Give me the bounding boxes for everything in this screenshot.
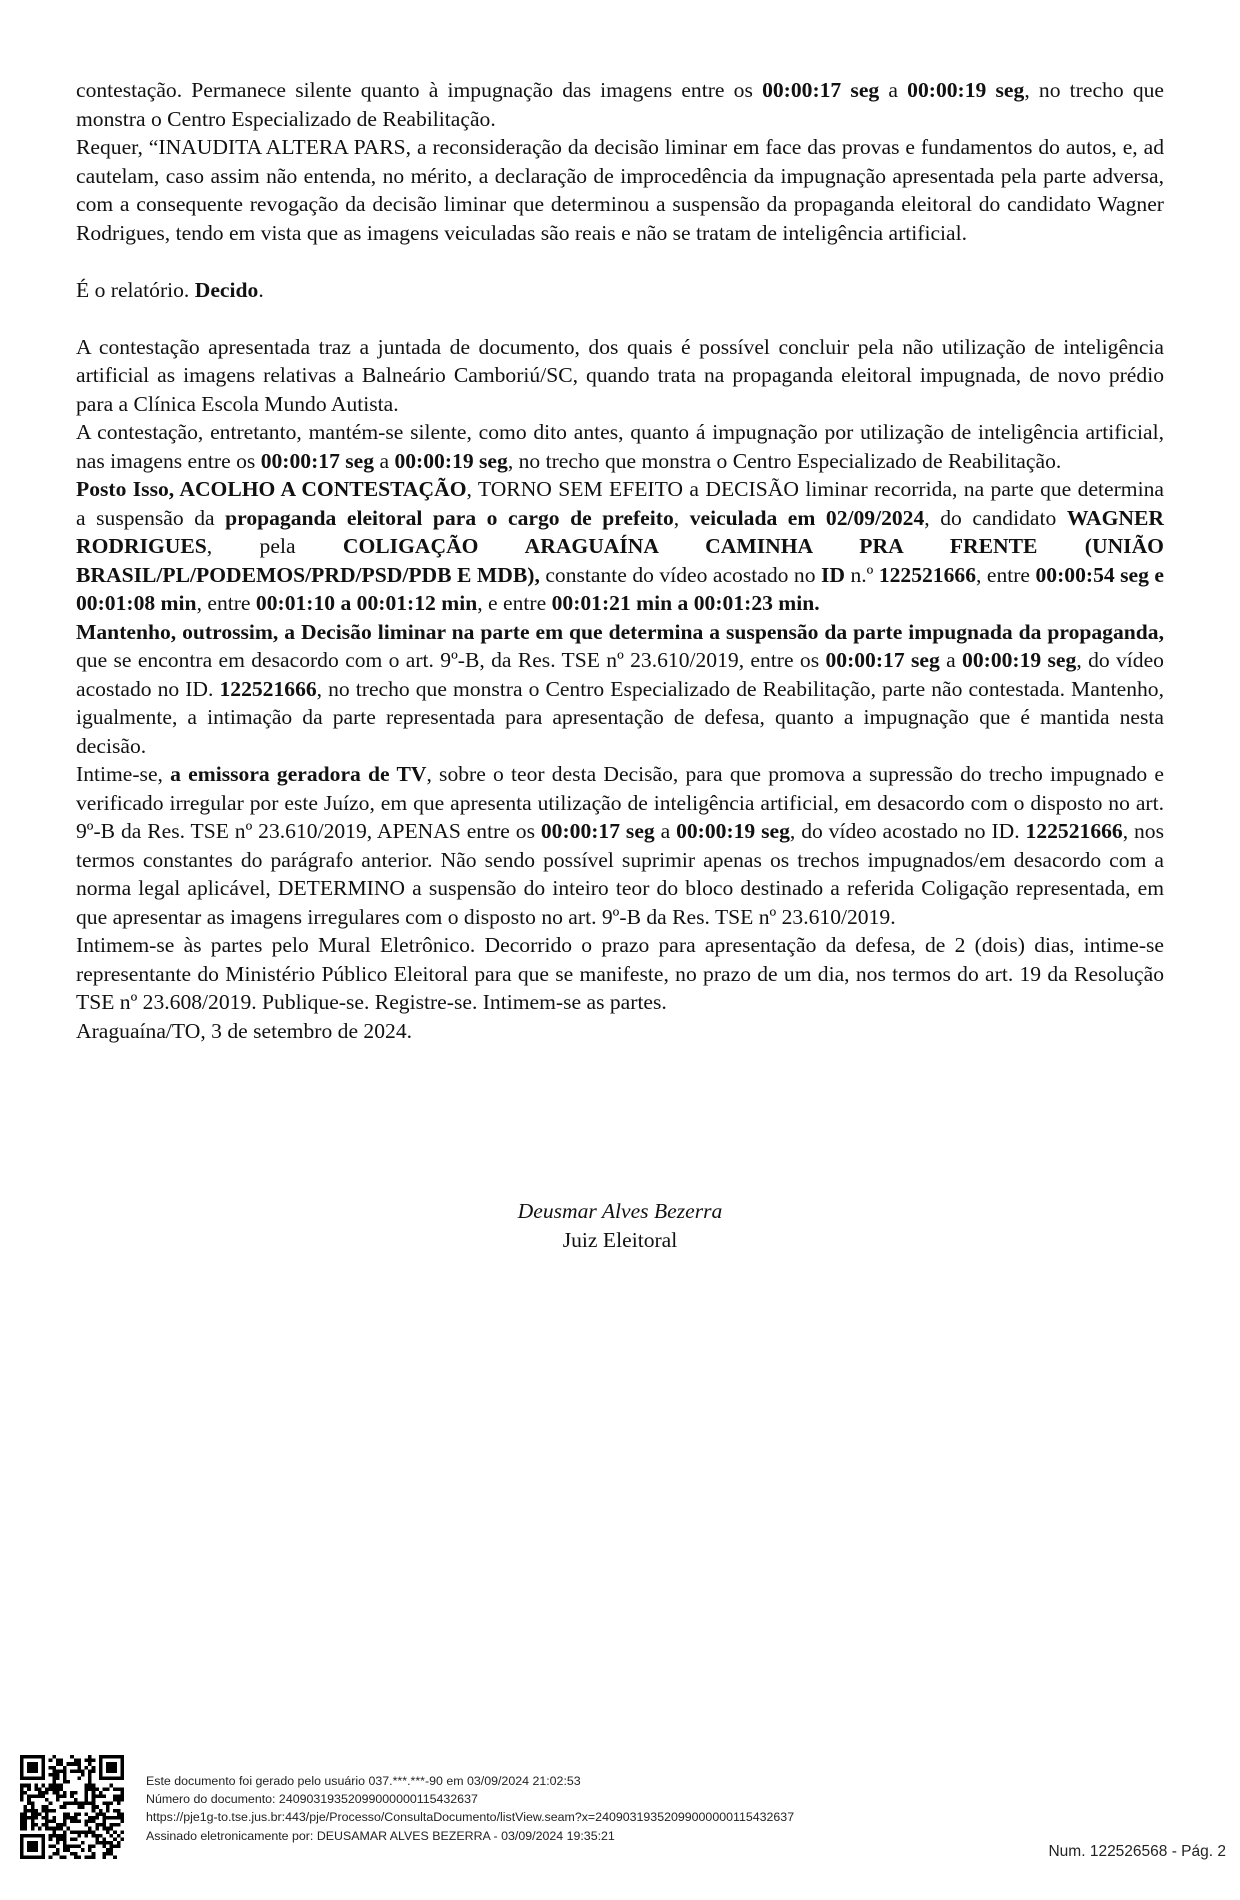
text-run: , entre <box>196 591 256 615</box>
text-run: , no trecho que monstra o Centro Especializado de Reabilitação. <box>507 448 1062 473</box>
text-run: Requer, “INAUDITA ALTERA PARS, a reconsideração da decisão liminar em face das provas e fundamentos do autos, e, ad cautelam, caso assim não entenda, no mérito, a declaração de improcedência da impugnação apresentada pela parte adversa, com a consequente revogação da decisão liminar que determinou a suspensão da propaganda eleitoral do candidato Wagner Rodrigues, tendo em vista que as imagens veiculadas são reais e não se tratam de inteligência artificial. <box>76 135 1164 245</box>
text-run: A contestação, entretanto, mantém-se silente, como dito antes, quanto á impugnação por utilização de inteligência artificial, nas imagens entre os <box>76 420 1164 473</box>
bold-text: 00:01:21 min a 00:01:23 min. <box>551 591 820 615</box>
text-run: , TORNO SEM EFEITO a DECISÃO liminar recorrida, na parte que determina a suspensão da <box>76 477 1164 530</box>
judge-name: Deusmar Alves Bezerra <box>517 1199 723 1223</box>
bold-text: COLIGAÇÃO ARAGUAÍNA CAMINHA PRA FRENTE (UNIÃO BRASIL/PL/PODEMOS/PRD/PSD/PDB E MDB), <box>76 534 1164 587</box>
bold-text: veiculada em 02/09/2024 <box>689 505 925 530</box>
bold-text: 00:00:54 seg e 00:01:08 min <box>76 562 1164 615</box>
paragraph <box>76 475 1164 618</box>
bold-text: 00:00:17 seg <box>260 448 375 473</box>
paragraph <box>76 618 1164 761</box>
text-run: a <box>374 448 395 473</box>
text-run: n.º <box>844 562 879 587</box>
text-run: , do vídeo acostado no ID. <box>76 648 1164 701</box>
text-run: A contestação apresentada traz a juntada de documento, dos quais é possível concluir pela não utilização de inteligência artificial as imagens relativas a Balneário Camboriú/SC, quando trata na propaganda eleitoral impugnada, de novo prédio para a Clínica Escola Mundo Autista. <box>76 334 1164 416</box>
text-run: , <box>673 505 690 530</box>
bold-text: 122521666 <box>878 562 976 587</box>
paragraph <box>76 760 1164 931</box>
text-run: , do vídeo acostado no ID. <box>789 819 1026 843</box>
footer-document-number: Número do documento: 24090319352099000000115432637 <box>146 1792 478 1807</box>
paragraph <box>76 931 1164 1017</box>
text-run: , pela <box>206 534 343 558</box>
text-run: É o relatório. <box>76 277 195 302</box>
text-run: Intime-se, <box>76 762 171 786</box>
bold-text: 00:00:17 seg <box>825 648 940 672</box>
bold-text: 00:00:17 seg <box>762 78 880 102</box>
judge-role: Juiz Eleitoral <box>562 1228 678 1252</box>
paragraph <box>76 276 1164 305</box>
text-run: a <box>879 78 908 102</box>
paragraph <box>76 1017 1164 1046</box>
footer-url: https://pje1g-to.tse.jus.br:443/pje/Processo/ConsultaDocumento/listView.seam?x=24090319352099000000115432637 <box>146 1810 795 1825</box>
footer-signed-by: Assinado eletronicamente por: DEUSAMAR ALVES BEZERRA - 03/09/2024 19:35:21 <box>146 1828 615 1843</box>
footer-generated-by: Este documento foi gerado pelo usuário 037.***.***-90 em 03/09/2024 21:02:53 <box>146 1774 581 1788</box>
text-run: que se encontra em desacordo com o art. 9º-B, da Res. TSE nº 23.610/2019, entre os <box>76 648 826 672</box>
text-run: Araguaína/TO, 3 de setembro de 2024. <box>76 1018 413 1043</box>
text-run: . <box>258 277 264 302</box>
bold-text: WAGNER RODRIGUES <box>76 505 1164 558</box>
bold-text: a emissora geradora de TV <box>170 762 427 786</box>
text-run: , nos termos constantes do parágrafo anterior. Não sendo possível suprimir apenas os trechos impugnados/em desacordo com a norma legal aplicável, DETERMINO a suspensão do inteiro teor do bloco destinado a referida Coligação representada, em que apresentar as imagens irregulares com o disposto no art. 9º-B da Res. TSE nº 23.610/2019. <box>76 819 1164 929</box>
bold-text: 00:00:19 seg <box>394 448 508 473</box>
bold-text: Decido <box>194 277 259 302</box>
bold-text: Posto Isso, ACOLHO A CONTESTAÇÃO <box>76 477 467 501</box>
text-run: , no trecho que monstra o Centro Especializado de Reabilitação, parte não contestada. Mantenho, igualmente, a intimação da parte representada para apresentação de defesa, quanto a impugnação que é mantida nesta decisão. <box>76 676 1164 758</box>
paragraph <box>76 76 1164 133</box>
text-run: Intimem-se às partes pelo Mural Eletrônico. Decorrido o prazo para apresentação da defesa, de 2 (dois) dias, intime-se representante do Ministério Público Eleitoral para que se manifeste, no prazo de um dia, nos termos do art. 19 da Resolução TSE nº 23.608/2019. Publique-se. Registre-se. Intimem-se as partes. <box>76 933 1164 1014</box>
bold-text: 00:01:10 a 00:01:12 min <box>255 591 478 615</box>
bold-text: 122521666 <box>1025 819 1123 843</box>
paragraph <box>76 333 1164 419</box>
bold-text: Mantenho, outrossim, a Decisão liminar na parte em que determina a suspensão da parte impugnada da propaganda, <box>76 619 1164 644</box>
paragraph <box>76 418 1164 475</box>
text-run: , no trecho que monstra o Centro Especializado de Reabilitação. <box>76 78 1164 131</box>
bold-text: ID <box>820 562 845 587</box>
qr-code-icon <box>20 1755 124 1859</box>
text-run: , sobre o teor desta Decisão, para que promova a supressão do trecho impugnado e verificado irregular por este Juízo, em que apresenta utilização de inteligência artificial, em desacordo com o disposto no art. 9º-B da Res. TSE nº 23.610/2019, APENAS entre os <box>76 762 1164 843</box>
decision-body <box>76 76 1164 1045</box>
bold-text: 00:00:19 seg <box>962 648 1077 672</box>
text-run: a <box>654 819 677 843</box>
bold-text: 122521666 <box>219 676 317 701</box>
bold-text: 00:00:17 seg <box>540 819 655 843</box>
signature-block <box>0 1197 1240 1255</box>
bold-text: 00:00:19 seg <box>907 78 1025 102</box>
text-run: contestação. Permanece silente quanto à impugnação das imagens entre os <box>76 78 763 102</box>
electronic-signature-footer <box>146 1772 1046 1845</box>
text-run: , e entre <box>477 591 552 615</box>
page-number: Num. 122526568 - Pág. 2 <box>1048 1843 1226 1860</box>
bold-text: propaganda eleitoral para o cargo de prefeito <box>225 505 674 530</box>
bold-text: 00:00:19 seg <box>676 819 790 843</box>
text-run: , do candidato <box>924 505 1067 530</box>
text-run: constante do vídeo acostado no <box>539 562 821 587</box>
text-run: , entre <box>975 562 1036 587</box>
text-run: a <box>939 648 963 672</box>
paragraph <box>76 133 1164 247</box>
